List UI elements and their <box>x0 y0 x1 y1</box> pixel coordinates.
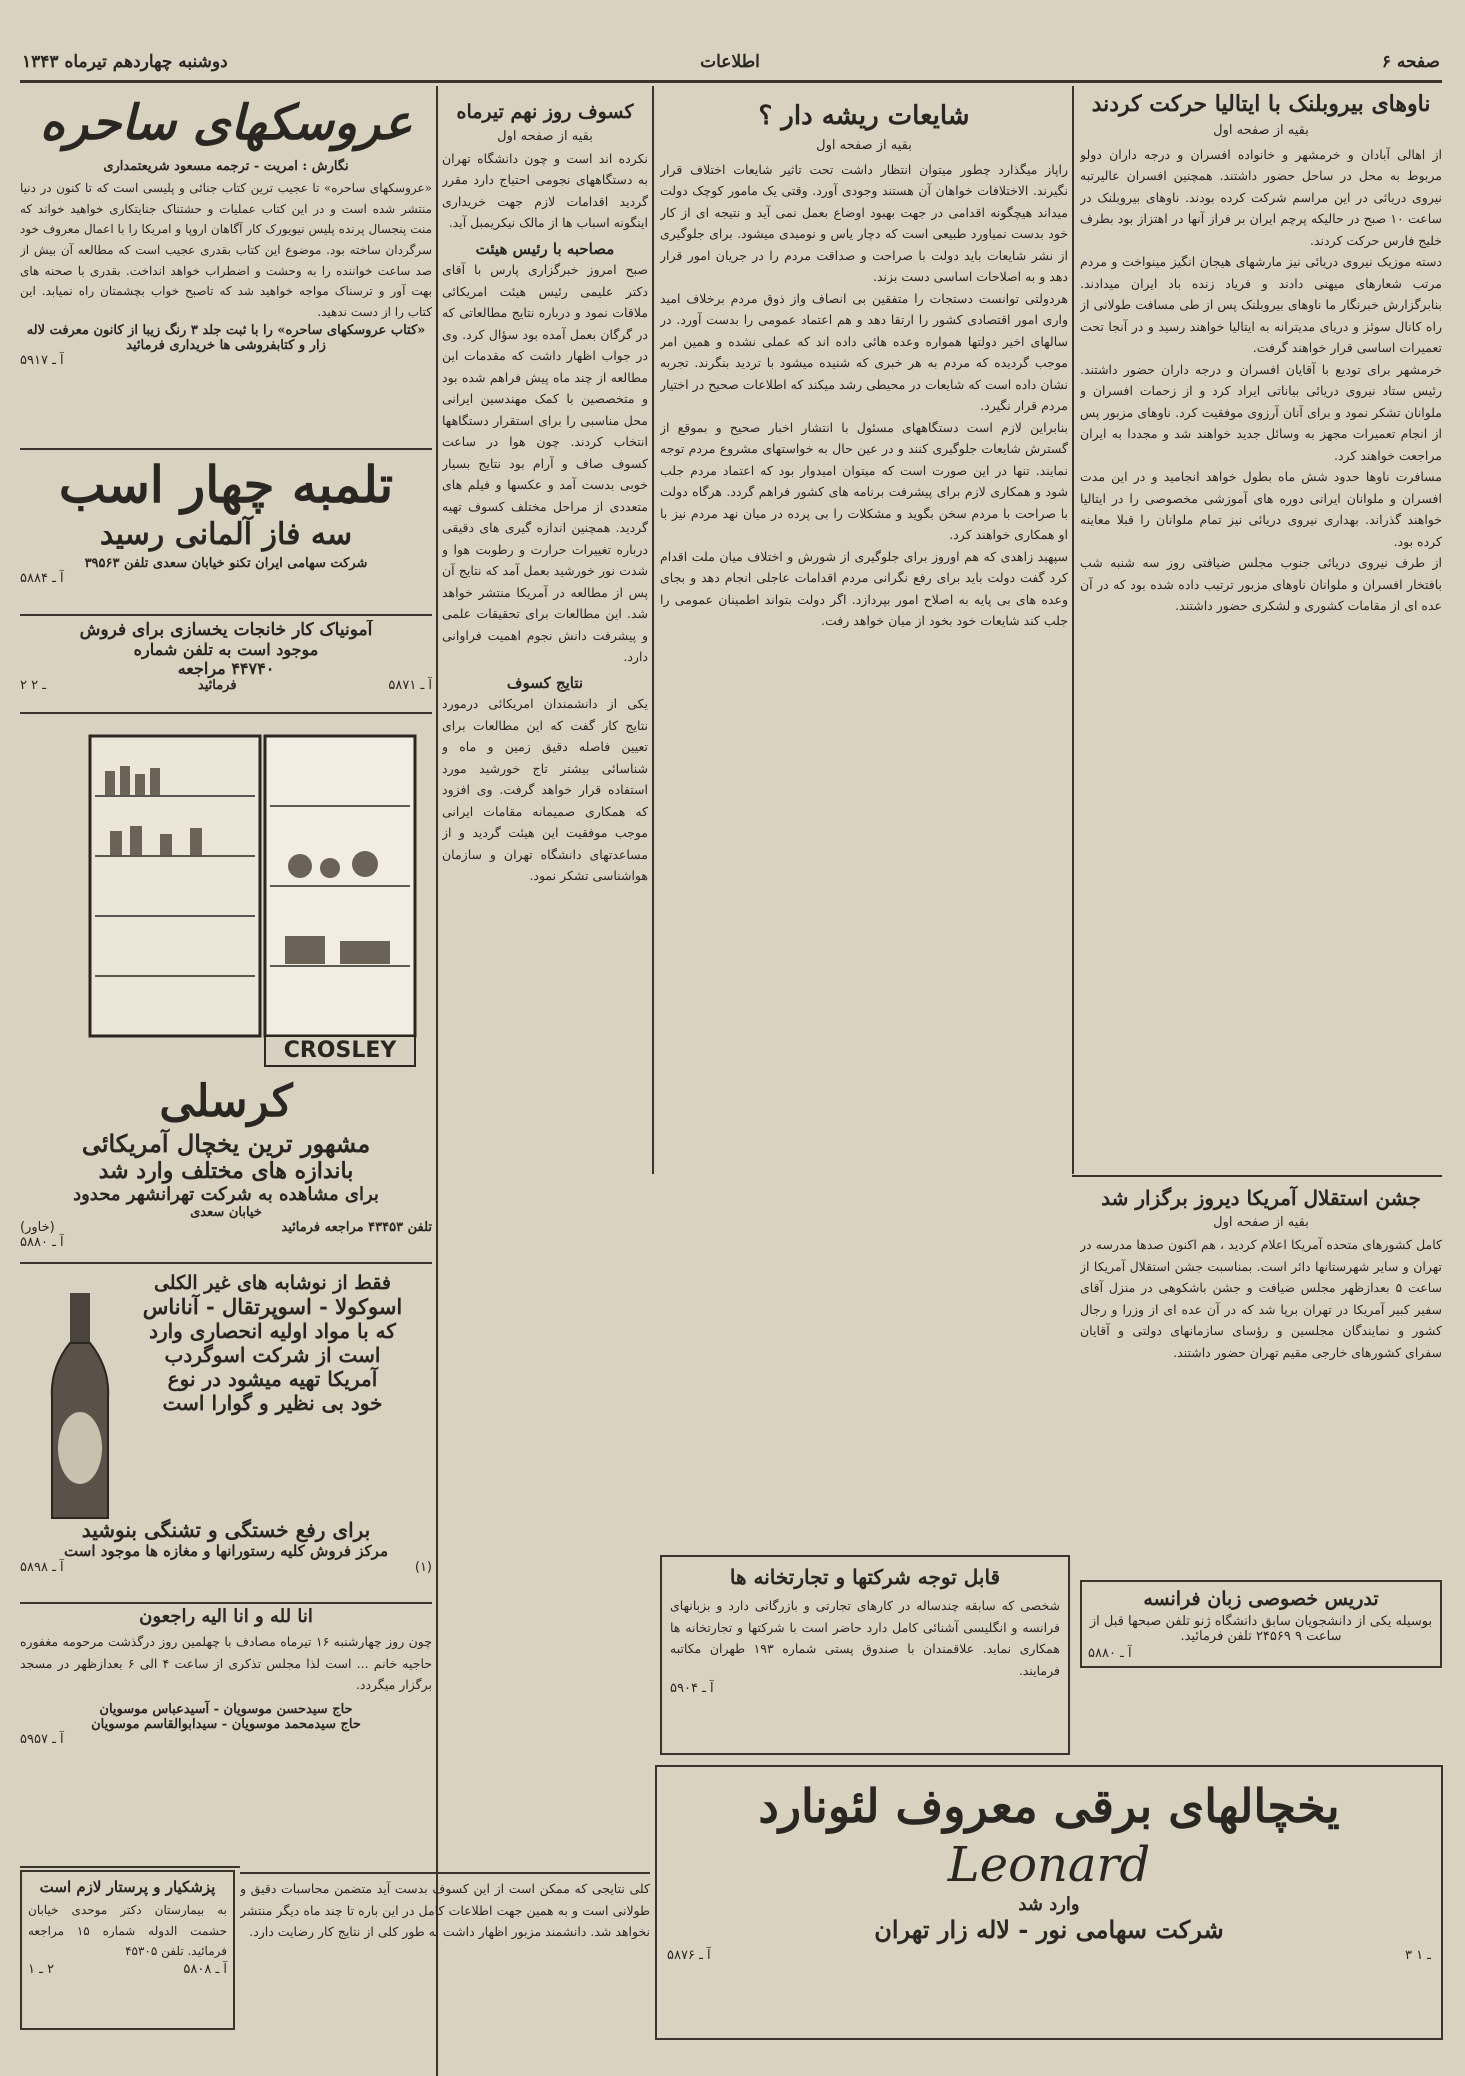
section-rule <box>20 1262 432 1264</box>
fridge-door <box>90 736 260 1036</box>
ad-code: آ ـ ۵۸۷۶ <box>667 1948 711 1964</box>
article-paragraph: کامل کشورهای متحده آمریکا اعلام کردید ، هم اکنون صدها مدرسه در تهران و سایر شهرستانها دائر است. بمناسبت جشن استقلال آمریکا از ساعت ۵ بعدازظهر مجلس ضیافت و جشن باشکوهی در منزل آقای سفیر کبیر آمریکا در تهران برپا شد که در آن عده ای از وزرا و رجال کشور و نمایندگان مجلسین و رؤسای سازمانهای دولتی و آقایان سفرای کشورهای خارجی مقیم تهران حضور داشتند. <box>1080 1237 1442 1360</box>
section-rule <box>20 1866 240 1868</box>
ad-title: قابل توجه شرکتها و تجارتخانه ها <box>729 1565 1001 1589</box>
ad-title: یخچالهای برقی معروف لئونارد <box>758 1779 1340 1833</box>
ad-line: فقط از نوشابه های غیر الکلی <box>153 1272 392 1294</box>
article-paragraph: صبح امروز خبرگزاری پارس با آقای دکتر علیمی رئیس هیئت امریکائی ملاقات نمود و درباره نتایج مطالعاتی که در گرگان بعمل آمده بود سؤال کرد. وی در جواب اظهار داشت که مقدمات این مطالعه از چند ماه پیش فراهم شده بود و متخصصین با کمک مهندسین ایرانی محل مناسبی را برای استقرار دستگاهها انتخاب کردند. چون هوا در ساعت کسوف صاف و آرام بود نتایج بسیار خوبی بدست آمد و عکسها و فیلم های متعددی از مراحل مختلف کسوف تهیه گردید. همچنین اندازه گیری های دقیقی درباره تغییرات حرارت و رطوبت هوا و شدت نور خورشید بعمل آمد که نتایج آن پس از مطالعه در آمریکا منتشر خواهد شد. این مطالعات برای تحقیقات علمی و پیشرفت دانش نجوم اهمیت فراوانی دارد. <box>442 262 648 665</box>
ad-soft-drinks <box>20 1268 432 1598</box>
obituary-title: انا لله و انا الیه راجعون <box>139 1606 313 1627</box>
ad-line: فرمائید <box>197 678 237 693</box>
paper-name: اطلاعات <box>700 52 760 72</box>
ad-author: نگارش : امریت - ترجمه مسعود شریعتمداری <box>103 159 349 175</box>
ad-code: آ ـ ۵۹۱۷ <box>20 352 64 368</box>
section-rule <box>240 1872 650 1874</box>
obituary-family: حاج سیدمحمد موسویان - سیدابوالقاسم موسویان <box>91 1716 361 1732</box>
ad-water-pump <box>20 454 432 614</box>
section-rule <box>20 614 432 616</box>
ad-code: آ ـ ۵۹۰۴ <box>670 1681 714 1696</box>
ad-line: آمونیاک کار خانجات یخسازی برای فروش <box>79 620 373 640</box>
obituary-body: چون روز چهارشنبه ۱۶ تیرماه مصادف با چهلمین روز درگذشت مرحومه مغفوره حاجیه خانم ... است لذا مجلس تذکری از ساعت ۴ الی ۶ بعدازظهر در مسجد برگزار میگردد. <box>20 1634 432 1692</box>
section-rule <box>1072 1175 1442 1177</box>
article-paragraph: کلی نتایجی که ممکن است از این کسوف بدست آید متضمن محاسبات دقیق و طولانی است و به همین جهت اطلاعات کامل در این باره تا چند ماه دیگر منتشر نخواهد شد. دانشمند مزبور اظهار داشت به طور کلی از نتایج کار رضایت دارد. <box>240 1881 650 1939</box>
ad-phone: تلفن ۴۳۴۵۳ مراجعه فرمائید <box>281 1219 432 1235</box>
article-headline: کسوف روز نهم تیرماه <box>456 101 634 123</box>
article-subheading: نتایج کسوف <box>506 673 584 692</box>
article-headline: جشن استقلال آمریکا دیروز برگزار شد <box>1101 1186 1421 1210</box>
article-paragraph: از طرف نیروی دریائی جنوب مجلس ضیافتی روز سه شنبه شب بافتخار افسران و ملوانان ناوهای مزبور ترتیب داده شده بود که در آن عده ای از مقامات کشوری و لشکری حضور داشتند. <box>1080 555 1442 614</box>
ad-code: آ ـ ۵۸۸۰ <box>20 1234 64 1250</box>
section-rule <box>20 448 432 450</box>
ad-line: مشهور ترین یخچال آمریکائی <box>81 1128 371 1158</box>
continued-note: بقیه از صفحه اول <box>497 128 593 144</box>
ad-code: ۲ ـ ۲ <box>20 678 47 693</box>
ad-ammonia <box>20 620 432 710</box>
ad-line: باندازه های مختلف وارد شد <box>98 1157 354 1184</box>
article-eclipse-continued <box>240 1878 650 2038</box>
ad-body: شخصی که سابقه چندساله در کارهای تجارتی و بازرگانی دارد و بزبانهای فرانسه و انگلیسی آشنائی کامل دارد حاضر است با شرکتها و تجارتخانه ها همکاری نماید. علاقمندان با صندوق پستی شماره ۱۹۳ طهران مکاتبه فرمایند. <box>670 1598 1060 1678</box>
ad-line: آمریکا تهیه میشود در نوع <box>167 1367 378 1391</box>
ad-title: عروسکهای ساحره <box>39 95 413 151</box>
ad-line: شرکت سهامی نور - لاله زار تهران <box>874 1915 1224 1945</box>
crosley-logo: CROSLEY <box>283 1038 397 1063</box>
article-independence-day <box>1080 1185 1442 1555</box>
article-paragraph: راپاز میگذارد چطور میتوان انتظار داشت تحت تاثیر شایعات اختلاف قرار نگیرند. الاختلافات خواهان آن هستند وجودی آورد. وقتی یک مامور کوچک دولت میداند هیچگونه اقدامی در جهت بهبود اوضاع بعمل نمی آید و نتیجه ای از کار خود بدست نمیاورد طبیعی است که دچار یاس و نومیدی میشود. برای جلوگیری از نشر شایعات باید دولت با صراحت و صداقت مردم را در جریان امور قرار دهد و به اصلاحات اساسی دست بزند. <box>660 161 1068 285</box>
column-divider <box>1072 86 1074 1174</box>
ad-title: پزشکیار و پرستار لازم است <box>39 1878 216 1896</box>
ad-line: مرکز فروش کلیه رستورانها و مغازه ها موجود است <box>64 1542 388 1560</box>
continued-note: بقیه از صفحه اول <box>816 137 912 153</box>
ad-line: خود بی نظیر و گوارا است <box>162 1391 383 1415</box>
bottle-illustration <box>40 1288 120 1528</box>
article-headline: شایعات ریشه دار ؟ <box>758 101 970 131</box>
ad-code: آ ـ ۵۸۸۴ <box>20 570 64 586</box>
ad-line: که با مواد اولیه انحصاری وارد <box>149 1319 396 1343</box>
ad-body: «عروسکهای ساحره» تا عجیب ترین کتاب جنائی و پلیسی است که تا کنون در دنیا منتشر شده است و در این کتاب عملیات و حشتناک جنایتکاری خواهید خواند که منت پنجسال پرنده پلیس نیویورک کار آگاهان اروپا و امریکا را با اعمال معروف خود سرگردان ساخته بود. موضوع این کتاب بقدری عجیب است که مطالعه آن بیش از صد ساعت خواننده را به وحشت و اضطراب خواهد انداخت. بقدری با صحنه های بهت آور و ترسناک مواجه خواهید شد که تاصبح خواب بچشمتان راه نمیابد. این کتاب را از دست ندهید. <box>20 181 432 319</box>
issue-date: دوشنبه چهاردهم تیرماه ۱۳۴۳ <box>22 52 228 72</box>
article-rumors <box>660 100 1068 1530</box>
article-headline: ناوهای بیروبلنک با ایتالیا حرکت کردند <box>1091 91 1431 117</box>
article-paragraph: هردولتی توانست دستجات را متفقین بی انصاف واز ذوق مردم برخلاف امید واری امور اقتصادی کشور را ارتقا دهد و هم اعتماد عمومی را بدست آورد. در سالهای اخیر دولتها همواره وعده هائی داده اند که عملی نشده و همین امر موجب گردیده که مردم به هر خبری که شنیده میشود با تردید بنگرند. تجربه نشان داده است که شایعات در محیطی رشد میکند که اطلاعات صحیح در اختیار مردم قرار نگیرد. <box>660 290 1068 414</box>
ad-quote: «کتاب عروسکهای ساحره» را با ثبت جلد ۳ رنگ زیبا از کانون معرفت لاله زار و کتابفروشی ها خریداری فرمائید <box>26 322 426 353</box>
article-paragraph: دسته موزیک نیروی دریائی نیز مارشهای هیجان انگیز مینواخت و مردم مرتب شعارهای میهنی دادند و فریاد زنده باد ایران میدادند. بنابرگزارش خبرنگار ما ناوهای بیروبلنک پس از طی مسافت طولانی از راه کانال سوئز و دریای مدیترانه به ایتالیا خواهند رسید و در آنجا تحت تعمیرات اساسی قرار خواهند گرفت. <box>1080 254 1442 356</box>
section-rule <box>20 712 432 714</box>
ad-note: (خاور) <box>20 1219 55 1235</box>
continued-note: بقیه از صفحه اول <box>1213 1215 1309 1230</box>
ad-code: آ ـ ۵۹۵۷ <box>20 1731 64 1747</box>
refrigerator-illustration <box>20 716 432 1076</box>
bottle-label <box>58 1412 102 1484</box>
section-rule <box>20 1602 432 1604</box>
ad-title: کرسلی <box>159 1076 293 1127</box>
ad-line: برای رفع خستگی و تشنگی بنوشید <box>81 1518 371 1542</box>
ad-line: وارد شد <box>1018 1894 1080 1916</box>
article-subheading: مصاحبه با رئیس هیئت <box>475 239 615 258</box>
ad-note: (۱) <box>414 1560 432 1575</box>
ad-subtitle: سه فاز آلمانی رسید <box>99 516 353 552</box>
ad-address: خیابان سعدی <box>190 1204 262 1220</box>
bottle-neck <box>70 1293 90 1343</box>
article-paragraph: نکرده اند است و چون دانشگاه تهران به دستگاههای نجومی احتیاج دارد مقرر گردید اقدامات لازم جهت خریداری اینگونه اسباب ها از مالک نیکریمبل آید. <box>442 150 648 231</box>
ad-code: آ ـ ۵۸۸۰ <box>1088 1646 1132 1661</box>
continued-note: بقیه از صفحه اول <box>1213 122 1309 138</box>
ad-companies-notice <box>660 1555 1070 1755</box>
ad-code: آ ـ ۵۸۷۱ <box>388 678 432 693</box>
article-paragraph: سپهبد زاهدی که هم اوروز برای جلوگیری از شورش و اختلاف میان ملت اقدام کرد گفت دولت باید برای رفع نگرانی مردم اقدامات عاجلی انجام دهد و بجای وعده های بی پایه به اصلاح امور بپردازد. اگر دولت بتواند اطمینان عمومی را جلب کند شایعات خود بخود از میان خواهد رفت. <box>660 548 1068 629</box>
ad-code: ۳ ـ ۱ <box>1404 1948 1431 1964</box>
article-paragraph: یکی از دانشمندان امریکائی درمورد نتایج کار گفت که این مطالعات برای تعیین فاصله دقیق زمین و ماه و شناسائی بیشتر تاج خورشید مورد استفاده قرار خواهد گرفت. وی افزود که همکاری صمیمانه مقامات ایرانی موجب موفقیت این هیئت گردید و از مساعدتهای دانشگاه تهران و سازمان هواشناسی تشکر نمود. <box>442 696 648 884</box>
ad-code: ۲ ـ ۱ <box>28 1961 55 1977</box>
masthead-rule <box>20 80 1442 83</box>
column-divider <box>652 86 654 1174</box>
obituary-notice <box>20 1606 432 1846</box>
ad-line: اسوکولا - اسوپرتقال - آناناس <box>142 1294 403 1319</box>
ad-title: تلمبه چهار اسب <box>58 455 394 514</box>
ad-leonard-fridges <box>655 1765 1443 2040</box>
ad-body: بوسیله یکی از دانشجویان سابق دانشگاه ژنو تلفن صبحها قبل از ساعت ۹ ۲۴۵۶۹ تلفن فرمائید. <box>1089 1614 1433 1644</box>
article-paragraph: مسافرت ناوها حدود شش ماه بطول خواهد انجامید و در این مدت افسران و ملوانان ایرانی دوره های آموزشی مخصوصی را در ایتالیا خواهند گذراند. بهداری نیروی دریائی نیز تمام ملوانان را قبلا معاینه کرده بود. <box>1080 469 1442 549</box>
article-paragraph: از اهالی آبادان و خرمشهر و خانواده افسران و درجه داران دولو مربوط به محل در ساحل حضور داشتند. همچنین افسران عالیرتبه نیروی دریائی در این مراسم شرکت کرده بودند. ناوهای بیروبلنک در ساعت ۱۰ صبح در حالیکه پرچم ایران بر فراز آنها در اهتزاز بود بطرف خلیج فارس حرکت کردند. <box>1080 146 1442 248</box>
article-paragraph: بنابراین لازم است دستگاههای مسئول با انتشار اخبار صحیح و بموقع از گسترش شایعات جلوگیری کنند و در عین حال به خواستهای مشروع مردم توجه نمایند. تنها در این صورت است که میتوان امیدوار بود که اعتماد مردم جلب شود و همکاری لازم برای پیشرفت برنامه های کشور فراهم گردد. هرگاه دولت با صراحت با مردم سخن بگوید و مشکلات را بی پرده در میان نهد مردم نیز با او همکاری خواهند کرد. <box>660 419 1068 543</box>
ad-book-dolls <box>20 90 432 450</box>
article-eclipse <box>442 100 648 1780</box>
ad-crosley-fridge <box>20 716 432 1256</box>
ad-line: برای مشاهده به شرکت تهرانشهر محدود <box>73 1183 379 1205</box>
ad-code: آ ـ ۵۸۹۸ <box>20 1560 64 1575</box>
ad-french-tutoring <box>1080 1580 1442 1668</box>
ad-code: آ ـ ۵۸۰۸ <box>183 1961 227 1977</box>
ad-title: تدریس خصوصی زبان فرانسه <box>1143 1588 1379 1610</box>
ad-line: است از شرکت اسوگردب <box>164 1343 381 1367</box>
ad-phone: ۴۴۷۴۰ مراجعه <box>177 659 275 678</box>
column-divider <box>436 86 438 2076</box>
obituary-family: حاج سیدحسن موسویان - آسیدعباس موسویان <box>99 1701 353 1717</box>
article-paragraph: خرمشهر برای تودیع با آقایان افسران و درجه داران حضور داشتند. رئیس ستاد نیروی دریائی بیاناتی ایراد کرد و از زحمات افسران و ملوانان تشکر نمود و برای آنان آرزوی موفقیت کرد. ناوهای مزبور پس از انجام تعمیرات مجهز به وسائل جدید خواهند شد و مجددا به ایران مراجعت خواهند کرد. <box>1080 361 1442 463</box>
page-number: صفحه ۶ <box>1381 52 1440 72</box>
leonard-logo: Leonard <box>947 1836 1151 1893</box>
ad-line: موجود است به تلفن شماره <box>133 640 319 659</box>
ad-company: شرکت سهامی ایران تکنو خیابان سعدی تلفن ۳۹۵۶۳ <box>84 555 368 571</box>
ad-body: به بیمارستان دکتر موحدی خیابان حشمت الدوله شماره ۱۵ مراجعه فرمائید. تلفن ۴۵۳۰۵ <box>28 1903 227 1959</box>
ad-nurse-wanted <box>20 1870 235 2030</box>
